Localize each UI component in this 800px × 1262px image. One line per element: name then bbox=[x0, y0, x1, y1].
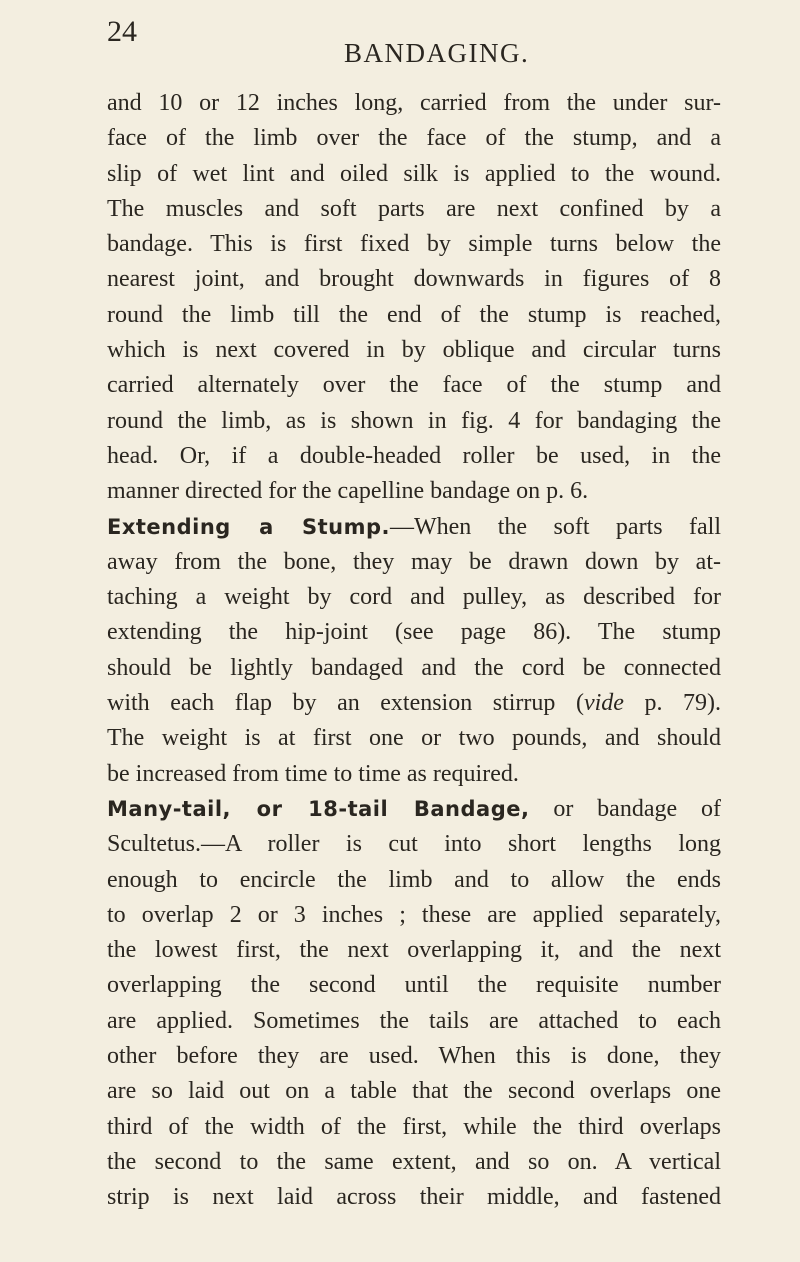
section-heading-extending-a-stump: Extending a Stump. bbox=[107, 514, 390, 539]
section-heading-many-tail-bandage: Many-tail, or 18-tail Bandage, bbox=[107, 796, 530, 821]
text-line: enough to encircle the limb and to allow the ends bbox=[107, 866, 721, 893]
text-line: taching a weight by cord and pulley, as described for bbox=[107, 584, 721, 611]
text-line: be increased from time to time as required. bbox=[107, 760, 519, 787]
text-line: overlapping the second until the requisite number bbox=[107, 972, 721, 999]
running-head: BANDAGING. bbox=[344, 38, 530, 68]
text-line: round the limb, as is shown in fig. 4 for bandaging the bbox=[107, 407, 721, 434]
text-line: slip of wet lint and oiled silk is applied to the wound. bbox=[107, 160, 721, 187]
text-line: and 10 or 12 inches long, carried from the under sur- bbox=[107, 90, 721, 116]
text-line: bandage. This is first fixed by simple turns below the bbox=[107, 231, 721, 258]
text-line: The weight is at first one or two pounds, and should bbox=[107, 725, 721, 752]
text-line: Scultetus.—A roller is cut into short lengths long bbox=[107, 831, 721, 858]
text-line: round the limb till the end of the stump is reached, bbox=[107, 301, 721, 328]
text-line: which is next covered in by oblique and circular turns bbox=[107, 337, 721, 364]
text-line: head. Or, if a double-headed roller be used, in the bbox=[107, 442, 721, 469]
text-line: Extending a Stump.—When the soft parts fall bbox=[107, 513, 721, 540]
text-line: extending the hip-joint (see page 86). The stump bbox=[107, 619, 721, 646]
text-line: nearest joint, and brought downwards in figures of 8 bbox=[107, 266, 721, 293]
body-text bbox=[107, 86, 721, 1216]
text-line: the second to the same extent, and so on. A vertical bbox=[107, 1148, 721, 1175]
page-number: 24 bbox=[107, 15, 137, 48]
text-line: face of the limb over the face of the stump, and a bbox=[107, 125, 721, 152]
text-line: manner directed for the capelline bandage on p. 6. bbox=[107, 478, 589, 505]
text-line: the lowest first, the next overlapping it, and the next bbox=[107, 937, 721, 964]
text-line: strip is next laid across their middle, and fastened bbox=[107, 1184, 721, 1211]
text-line: are so laid out on a table that the second overlaps one bbox=[107, 1078, 721, 1105]
text-line: carried alternately over the face of the stump and bbox=[107, 372, 721, 399]
text-line: Many-tail, or 18-tail Bandage, or bandage of bbox=[107, 795, 721, 822]
text-line: are applied. Sometimes the tails are attached to each bbox=[107, 1007, 721, 1034]
text-line: other before they are used. When this is done, they bbox=[107, 1043, 721, 1070]
text-line: with each flap by an extension stirrup (vide p. 79). bbox=[107, 690, 721, 717]
text-line: should be lightly bandaged and the cord be connected bbox=[107, 654, 721, 681]
text-line: third of the width of the first, while the third overlaps bbox=[107, 1113, 721, 1140]
text-line: The muscles and soft parts are next confined by a bbox=[107, 195, 721, 222]
text-line: away from the bone, they may be drawn down by at- bbox=[107, 548, 721, 575]
text-line: to overlap 2 or 3 inches ; these are applied separately, bbox=[107, 901, 721, 928]
italic-term: vide bbox=[583, 690, 624, 717]
